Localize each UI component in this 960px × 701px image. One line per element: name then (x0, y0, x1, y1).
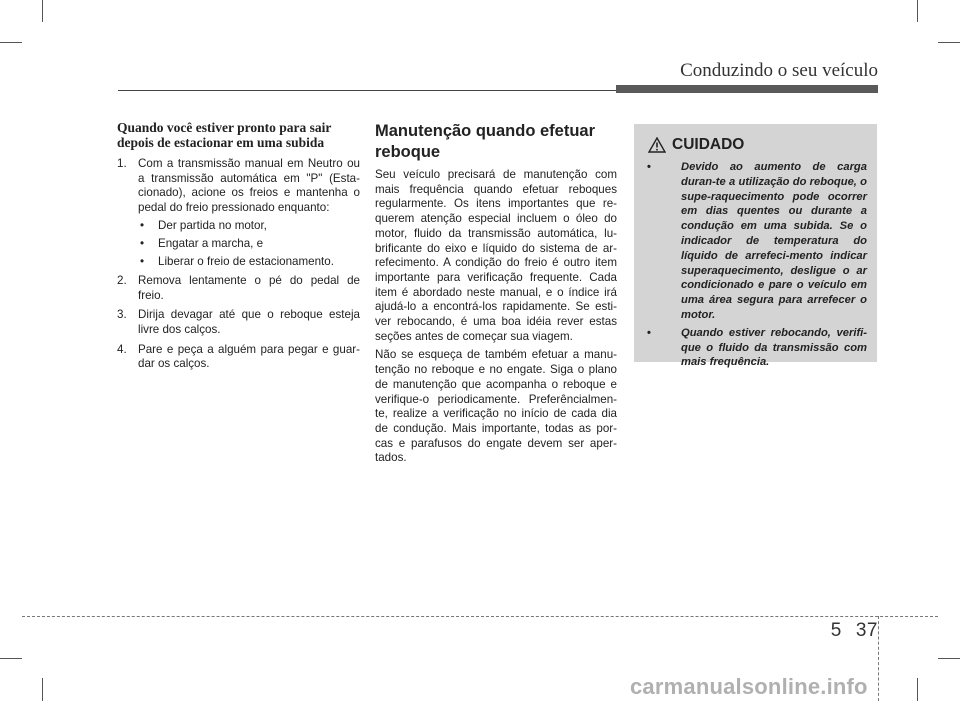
left-heading: Quando você estiver pronto para sair depois de estacionar em uma subida (117, 120, 332, 150)
list-item (117, 157, 360, 269)
step-number: 3. (117, 308, 127, 322)
steps-list (117, 157, 360, 372)
step-text: Com a transmissão manual em Neutro ou a transmissão automática em "P" (Esta-cionado), acione os freios e mantenha o pedal do freio pressionado enquanto: (138, 157, 360, 214)
bullet: • (647, 161, 651, 173)
header-rule-bar (616, 85, 878, 93)
list-item (117, 308, 360, 337)
sub-bullets (138, 219, 360, 269)
step-number: 4. (117, 342, 127, 356)
list-item (117, 274, 360, 303)
warning-triangle-icon (648, 137, 666, 153)
watermark: carmanualsonline.info (630, 674, 868, 699)
crop-mark (938, 42, 960, 43)
list-item (647, 160, 867, 323)
header-rule (118, 90, 616, 91)
step-text: Remova lentamente o pé do pedal de freio. (138, 274, 360, 302)
chapter-number: 5 (830, 620, 842, 641)
crop-mark (42, 0, 43, 22)
caution-text: Devido ao aumento de carga duran-te a utilização do reboque, o supe-raquecimento pode ocorrer em dias quentes ou durante a condução em uma subida. Se o indicador de temperatura do líquido de arrefeci-mento indicar superaquecimento, desligue o ar condicionado e pare o veículo em uma área segura para arrefecer o motor. (681, 161, 867, 321)
page-index: 37 (855, 620, 878, 641)
footer-divider (878, 616, 879, 701)
caution-list (634, 160, 877, 370)
crop-mark (917, 678, 918, 701)
bullet: • (140, 236, 145, 250)
caution-title: CUIDADO (672, 136, 745, 153)
paragraph: Não se esqueça de também efetuar a manu-tenção no reboque e no engate. Siga o plano de manutenção que acompanha o reboque e verifique-o periodicamente. Preferêncialmen-te, realize a verificação no início de cada dia de condução. Mais importante, todas as por-cas e parafusos do engate devem ser aper-tados. (375, 348, 617, 465)
bullet: • (647, 326, 651, 339)
bullet: • (140, 219, 145, 233)
footer-rule (22, 616, 938, 617)
section-title: Conduzindo o seu veículo (680, 60, 878, 81)
list-item (138, 237, 360, 252)
bullet: • (140, 254, 145, 268)
step-text: Pare e peça a alguém para pegar e guar-dar os calços. (138, 342, 360, 371)
crop-mark (42, 678, 43, 701)
page-number (831, 620, 878, 642)
crop-mark (0, 42, 22, 43)
list-item (138, 255, 360, 270)
crop-mark (938, 658, 960, 659)
list-item (138, 219, 360, 234)
bullet-text: Der partida no motor, (158, 219, 267, 233)
middle-heading: Manutenção quando efetuar reboque (375, 122, 596, 161)
bullet-text: Engatar a marcha, e (158, 236, 264, 250)
crop-mark (917, 0, 918, 22)
step-text: Dirija devagar até que o reboque esteja livre dos calços. (138, 308, 360, 336)
middle-column (375, 121, 617, 470)
caution-header (648, 136, 877, 154)
step-number: 2. (117, 274, 127, 288)
list-item (117, 343, 360, 372)
left-column (117, 121, 360, 377)
paragraph: Seu veículo precisará de manutenção com mais frequência quando efetuar reboques regularmente. Os itens importantes que re-querem atenção especial incluem o óleo do motor, fluido da transmissão automática, lu-brificante do eixo e líquido do sistema de ar-refecimento. A condição do freio é outro item importante para verificação frequente. Cada item é abordado neste manual, e o índice irá ajudá-lo a encontrá-los rapidamente. Se esti-ver rebocando, é uma boa idéia rever estas seções antes de começar sua viagem. (375, 168, 617, 343)
crop-mark (0, 658, 22, 659)
list-item (647, 326, 867, 370)
caution-box (634, 124, 877, 369)
step-number: 1. (117, 157, 127, 170)
caution-text: Quando estiver rebocando, verifi-que o fluido da transmissão com mais frequência. (681, 326, 867, 369)
bullet-text: Liberar o freio de estacionamento. (158, 254, 334, 268)
